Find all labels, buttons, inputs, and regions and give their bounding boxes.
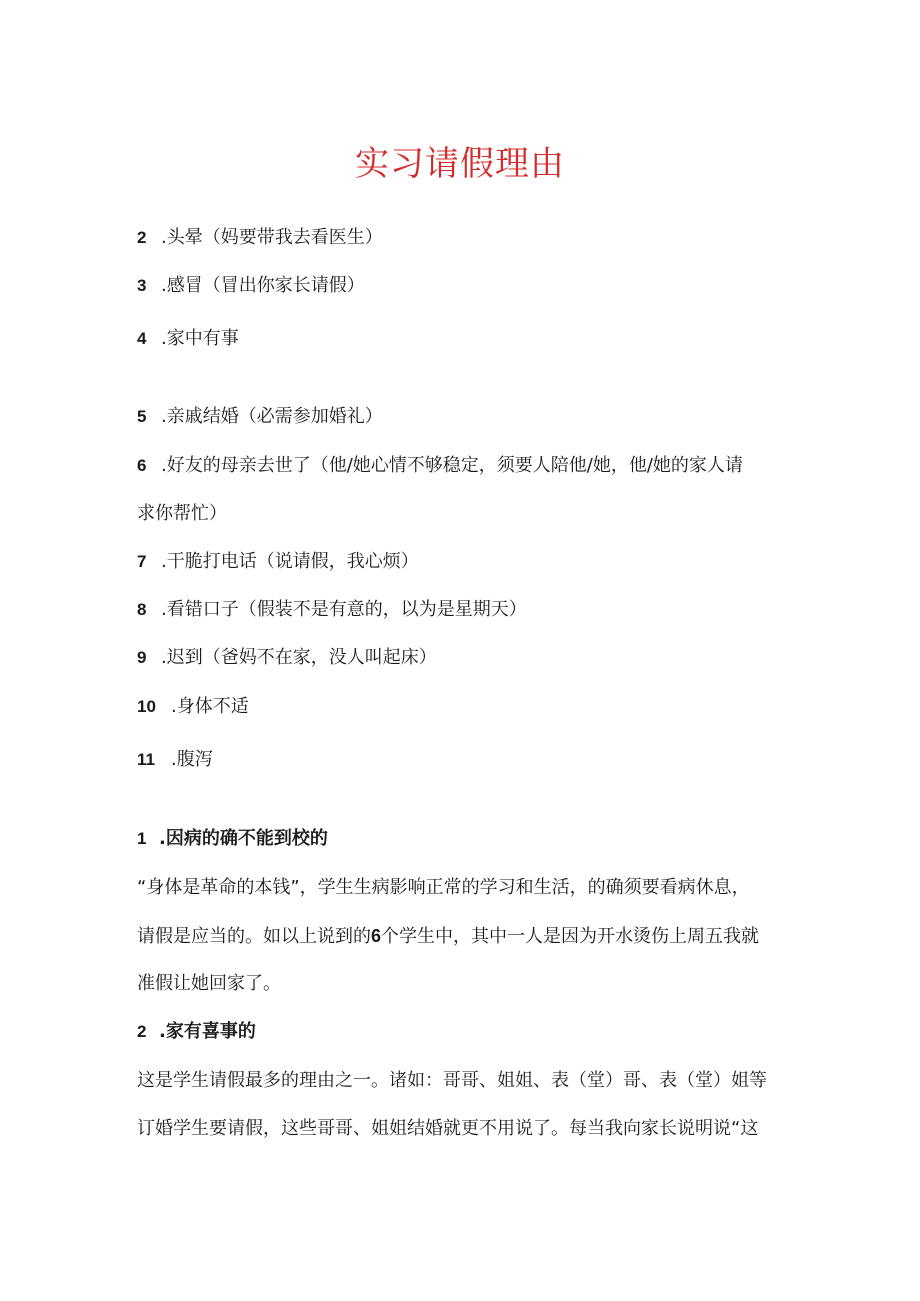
page-title: 实习请假理由 — [355, 144, 565, 184]
paragraph-line: 订婚学生要请假，这些哥哥、姐姐结婚就更不用说了。每当我向家长说明说“这 — [137, 1118, 759, 1139]
paragraph-line: 准假让她回家了。 — [137, 973, 281, 994]
list-item-text: .亲戚结婚（必需参加婚礼） — [161, 406, 383, 427]
list-item-text: .干脆打电话（说请假，我心烦） — [161, 551, 419, 572]
section-heading-text: .家有喜事的 — [159, 1021, 256, 1042]
list-item-text: .身体不适 — [171, 696, 249, 717]
list-item-text: .头晕（妈要带我去看医生） — [161, 227, 383, 248]
list-item-number: 3 — [137, 276, 147, 295]
list-item-number: 4 — [137, 329, 147, 348]
paragraph-text: 个学生中，其中一人是因为开水烫伤上周五我就 — [381, 926, 760, 947]
list-item-number: 9 — [137, 648, 147, 667]
list-item-text: .迟到（爸妈不在家，没人叫起床） — [161, 647, 437, 668]
list-item — [137, 695, 249, 719]
list-item — [137, 274, 365, 298]
list-item-number: 11 — [137, 750, 155, 769]
paragraph-text: 请假是应当的。如以上说到的 — [137, 926, 371, 947]
list-item-number: 6 — [137, 456, 147, 475]
list-item — [137, 454, 743, 478]
list-item — [137, 226, 383, 250]
list-item — [137, 748, 213, 772]
section-number: 2 — [137, 1022, 147, 1041]
list-item-text: .看错口子（假装不是有意的，以为是星期天） — [161, 599, 527, 620]
section-number: 1 — [137, 829, 147, 848]
list-item — [137, 405, 383, 429]
list-item-number: 7 — [137, 552, 147, 571]
list-item — [137, 646, 437, 670]
list-item-number: 8 — [137, 600, 147, 619]
section-heading — [137, 827, 328, 851]
list-item-text: .腹泻 — [171, 749, 213, 770]
paragraph-line: 这是学生请假最多的理由之一。诸如：哥哥、姐姐、表（堂）哥、表（堂）姐等 — [137, 1070, 767, 1091]
list-item-text: .好友的母亲去世了（他/她心情不够稳定，须要人陪他/她，他/她的家人请 — [161, 455, 743, 476]
paragraph-number: 6 — [371, 926, 382, 946]
list-item-number: 2 — [137, 228, 147, 247]
list-item-number: 5 — [137, 407, 147, 426]
list-item-continuation: 求你帮忙） — [137, 503, 227, 524]
paragraph-line: “身体是革命的本钱”，学生生病影响正常的学习和生活，的确须要看病休息， — [137, 877, 750, 898]
list-item — [137, 327, 239, 351]
paragraph-line — [137, 924, 759, 949]
list-item — [137, 550, 419, 574]
section-heading — [137, 1020, 256, 1044]
list-item-number: 10 — [137, 697, 156, 716]
list-item — [137, 598, 527, 622]
section-heading-text: .因病的确不能到校的 — [159, 828, 328, 849]
list-item-text: .家中有事 — [161, 328, 239, 349]
list-item-text: .感冒（冒出你家长请假） — [161, 275, 365, 296]
